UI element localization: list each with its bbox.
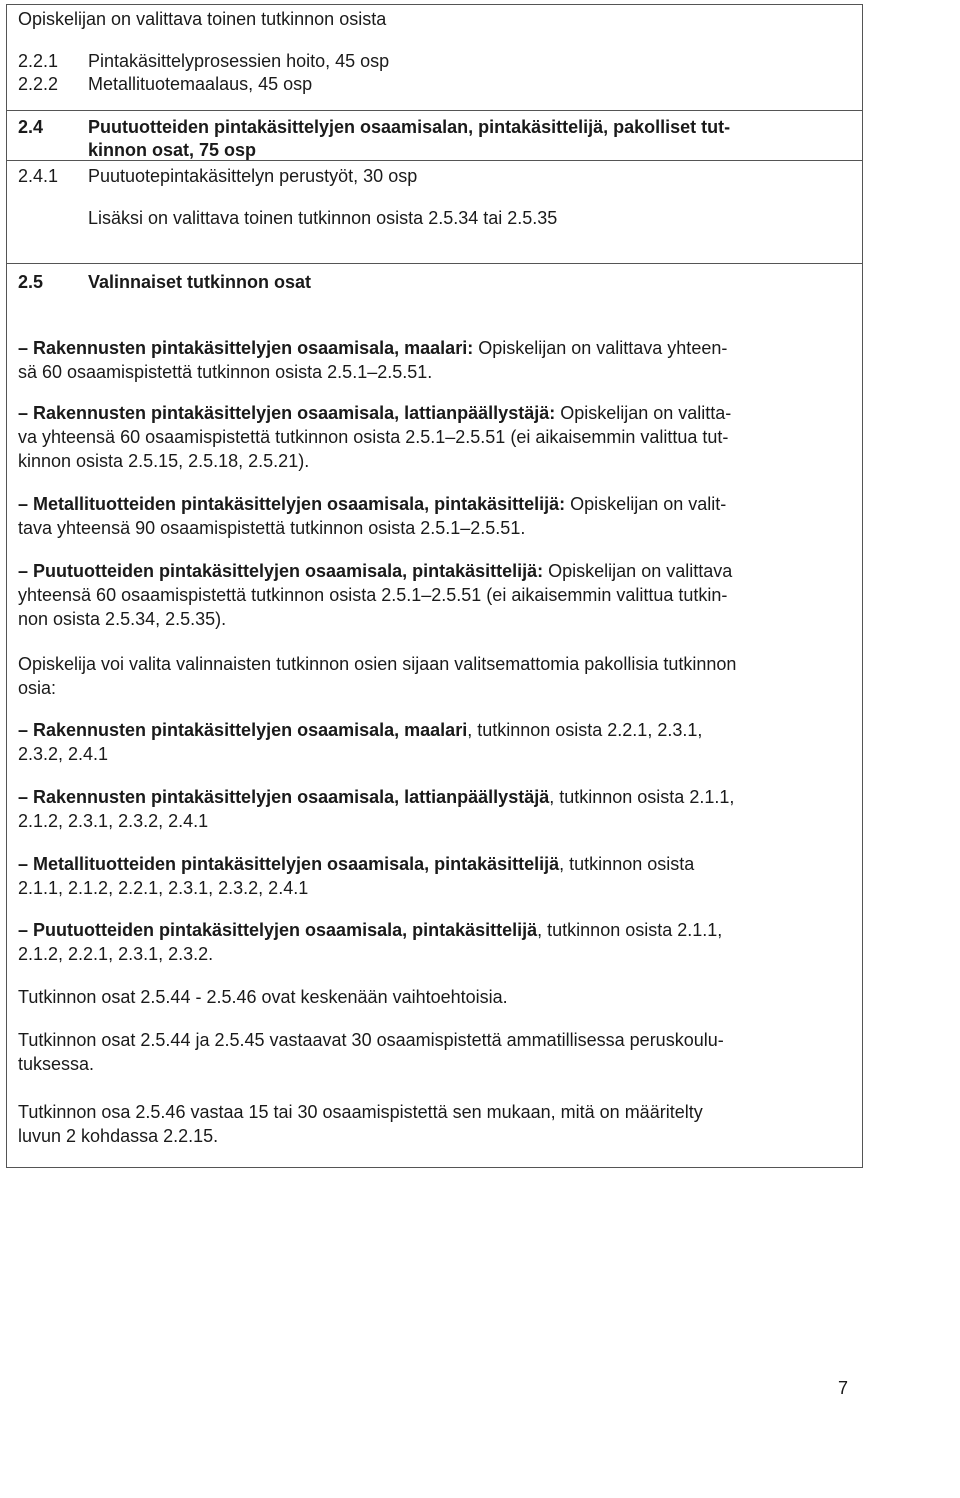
section-heading	[18, 271, 311, 293]
section-number: 2.5	[18, 272, 44, 292]
item-text: Puutuotepintakäsittelyn perustyöt, 30 osp	[88, 166, 418, 186]
paragraph-line: non osista 2.5.34, 2.5.35).	[18, 609, 227, 629]
item-text: Pintakäsittelyprosessien hoito, 45 osp	[88, 51, 390, 71]
paragraph: – Metallituotteiden pintakäsittelyjen osaamisala, pintakäsittelijä, tutkinnon osista	[18, 854, 695, 874]
paragraph: – Rakennusten pintakäsittelyjen osaamisala, maalari: Opiskelijan on valittava yhteen-	[18, 338, 728, 358]
paragraph-line: 2.1.2, 2.3.1, 2.3.2, 2.4.1	[18, 811, 209, 831]
paragraph-line: sä 60 osaamispistettä tutkinnon osista 2.5.1–2.5.51.	[18, 362, 433, 382]
section-divider	[6, 110, 863, 111]
list-item	[18, 50, 389, 72]
list-item	[18, 165, 417, 187]
paragraph: Opiskelija voi valita valinnaisten tutkinnon osien sijaan valitsemattomia pakollisia tutkinnon	[18, 654, 737, 674]
paragraph: – Metallituotteiden pintakäsittelyjen osaamisala, pintakäsittelijä: Opiskelijan on valit-	[18, 494, 727, 514]
paragraph-line: 2.1.1, 2.1.2, 2.2.1, 2.3.1, 2.3.2, 2.4.1	[18, 878, 309, 898]
paragraph-line: va yhteensä 60 osaamispistettä tutkinnon osista 2.5.1–2.5.51 (ei aikaisemmin valittua tut-	[18, 427, 729, 447]
paragraph-line: 2.1.2, 2.2.1, 2.3.1, 2.3.2.	[18, 944, 214, 964]
page-number: 7	[838, 1378, 849, 1398]
list-item	[18, 73, 312, 95]
paragraph-line: luvun 2 kohdassa 2.2.15.	[18, 1126, 219, 1146]
intro-text: Opiskelijan on valittava toinen tutkinnon osista	[18, 9, 387, 29]
section-divider	[6, 263, 863, 264]
section-title-cont: kinnon osat, 75 osp	[88, 140, 257, 160]
paragraph-line: tuksessa.	[18, 1054, 95, 1074]
paragraph: Tutkinnon osa 2.5.46 vastaa 15 tai 30 osaamispistettä sen mukaan, mitä on määritelty	[18, 1102, 703, 1122]
paragraph: – Rakennusten pintakäsittelyjen osaamisala, maalari, tutkinnon osista 2.2.1, 2.3.1,	[18, 720, 703, 740]
paragraph-line: tava yhteensä 90 osaamispistettä tutkinnon osista 2.5.1–2.5.51.	[18, 518, 526, 538]
item-number: 2.2.1	[18, 51, 59, 71]
section-heading	[18, 116, 730, 138]
section-title: Puutuotteiden pintakäsittelyjen osaamisalan, pintakäsittelijä, pakolliset tut-	[88, 117, 731, 137]
paragraph-line: 2.3.2, 2.4.1	[18, 744, 109, 764]
note-text: Lisäksi on valittava toinen tutkinnon osista 2.5.34 tai 2.5.35	[88, 208, 558, 228]
paragraph-line: yhteensä 60 osaamispistettä tutkinnon osista 2.5.1–2.5.51 (ei aikaisemmin valittua tutkin-	[18, 585, 728, 605]
paragraph: – Puutuotteiden pintakäsittelyjen osaamisala, pintakäsittelijä: Opiskelijan on valittava	[18, 561, 733, 581]
item-number: 2.2.2	[18, 74, 59, 94]
paragraph: – Rakennusten pintakäsittelyjen osaamisala, lattianpäällystäjä: Opiskelijan on valitta-	[18, 403, 732, 423]
item-text: Metallituotemaalaus, 45 osp	[88, 74, 313, 94]
section-title: Valinnaiset tutkinnon osat	[88, 272, 312, 292]
paragraph: – Rakennusten pintakäsittelyjen osaamisala, lattianpäällystäjä, tutkinnon osista 2.1.1,	[18, 787, 735, 807]
item-number: 2.4.1	[18, 166, 59, 186]
paragraph: Tutkinnon osat 2.5.44 ja 2.5.45 vastaavat 30 osaamispistettä ammatillisessa peruskoulu-	[18, 1030, 724, 1050]
paragraph-line: kinnon osista 2.5.15, 2.5.18, 2.5.21).	[18, 451, 310, 471]
paragraph-line: osia:	[18, 678, 57, 698]
paragraph: Tutkinnon osat 2.5.44 - 2.5.46 ovat keskenään vaihtoehtoisia.	[18, 987, 508, 1007]
paragraph: – Puutuotteiden pintakäsittelyjen osaamisala, pintakäsittelijä, tutkinnon osista 2.1.1,	[18, 920, 723, 940]
section-number: 2.4	[18, 117, 44, 137]
